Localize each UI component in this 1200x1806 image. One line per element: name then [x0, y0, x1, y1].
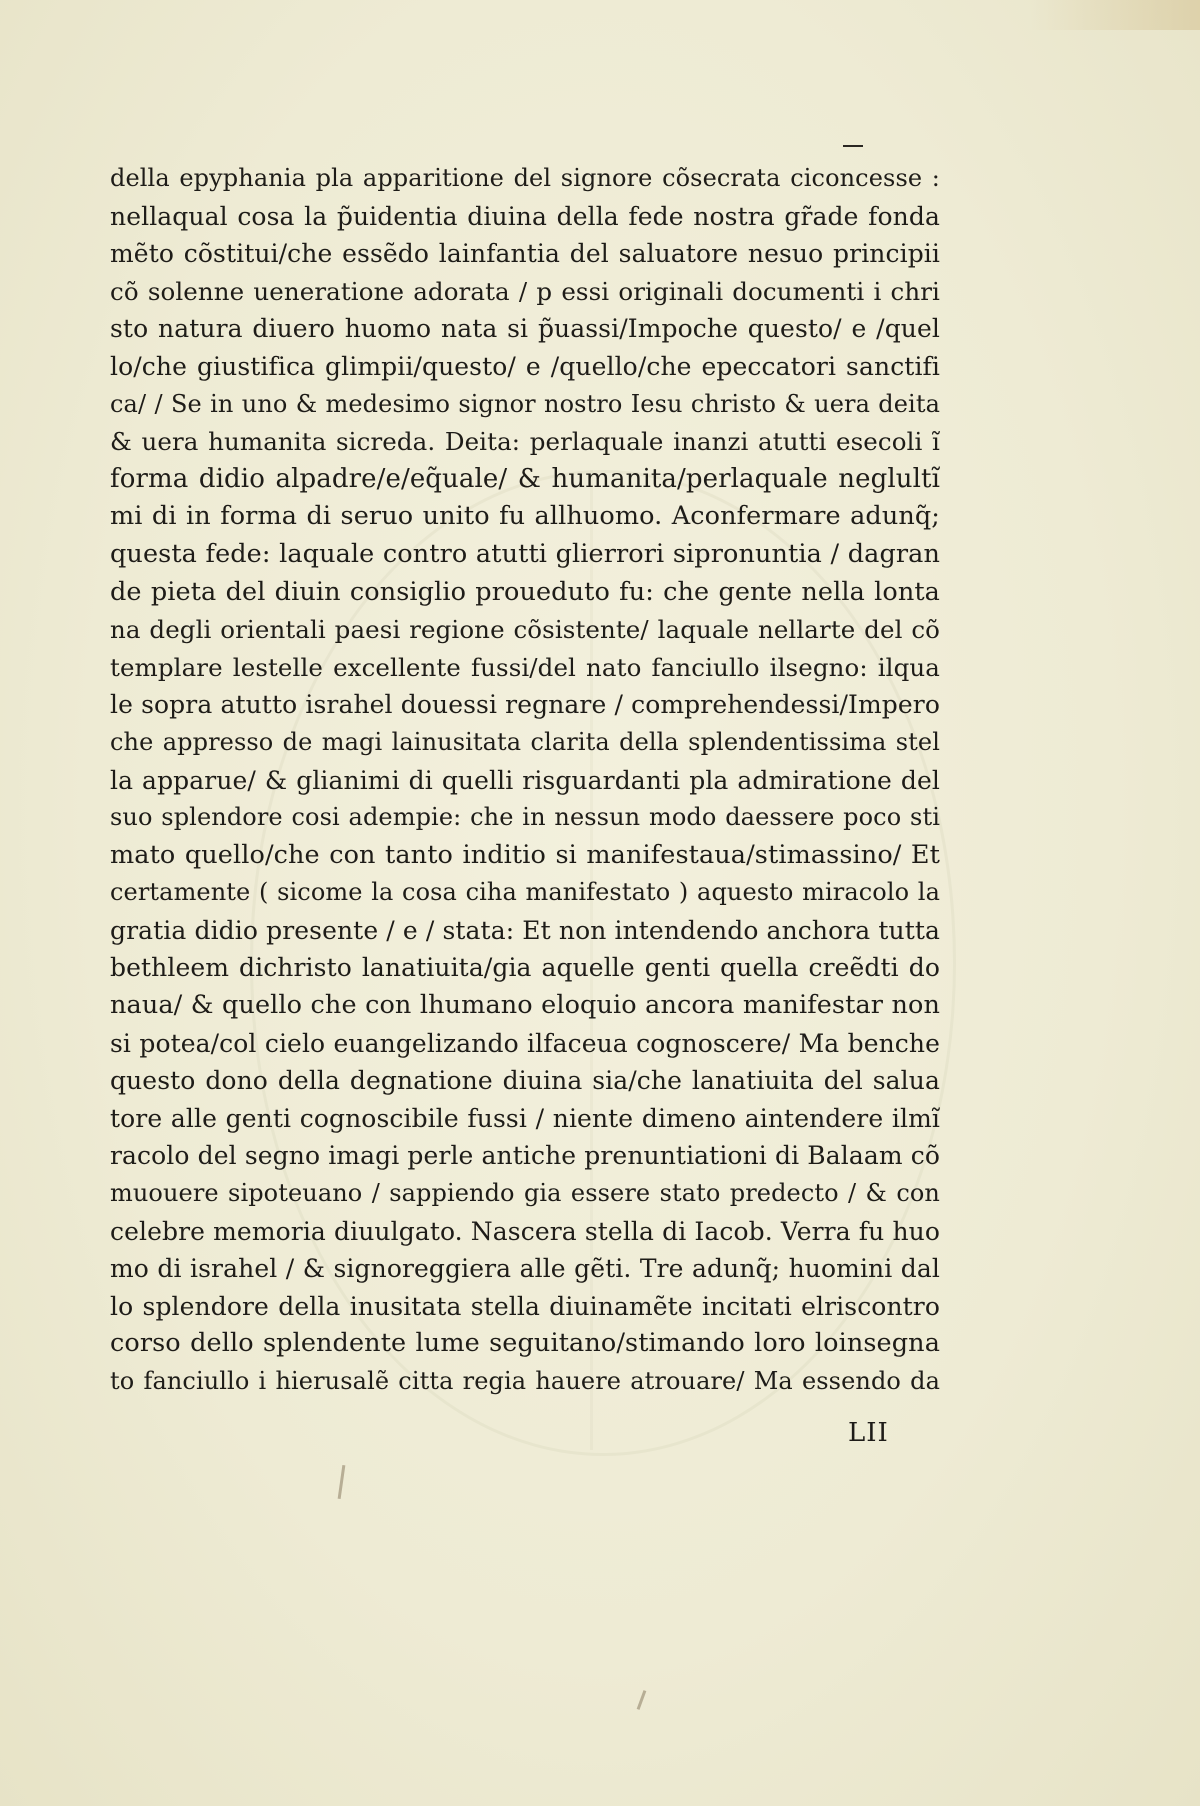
text-line: certamente ( sicome la cosa ciha manifestato ) aquesto miracolo la: [110, 878, 940, 907]
text-line: mo di israhel / & signoreggiera alle gẽti. Tre adunq̃; huomini dal: [110, 1254, 940, 1284]
text-line: della epyphania pla apparitione del signore cõsecrata ciconcesse :: [110, 164, 940, 192]
text-line: lo/che giustifica glimpii/questo/ e /quello/che epeccatori sanctifi: [110, 351, 940, 381]
text-line: bethleem dichristo lanatiuita/gia aquelle genti quella creẽdti do: [110, 953, 940, 983]
text-line: mato quello/che con tanto inditio si manifestaua/stimassino/ Et: [110, 839, 940, 870]
text-line: che appresso de magi lainusitata clarita della splendentissima stel: [110, 727, 940, 756]
text-line: to fanciullo i hierusalẽ citta regia hauere atrouare/ Ma essendo da: [110, 1367, 940, 1395]
text-line: sto natura diuero huomo nata si p̃uassi/Impoche questo/ e /quel: [110, 314, 940, 344]
ink-blot: [338, 1465, 346, 1499]
text-line: forma didio alpadre/e/eq̃uale/ & humanita/perlaquale neglultĩ: [110, 463, 940, 494]
ink-blot: [637, 1690, 647, 1710]
text-line: le sopra atutto israhel douessi regnare / comprehendessi/Impero: [110, 690, 940, 720]
text-line: lo splendore della inusitata stella diuinamẽte incitati elriscontro: [110, 1291, 940, 1321]
folio-number: LII: [848, 1418, 889, 1448]
text-line: ca/ / Se in uno & medesimo signor nostro Iesu christo & uera deita: [110, 389, 940, 418]
text-line: questo dono della degnatione diuina sia/che lanatiuita del salua: [110, 1066, 940, 1096]
paper-stain: [1030, 0, 1200, 30]
text-line: mi di in forma di seruo unito fu allhuomo. Aconfermare adunq̃;: [110, 501, 940, 532]
text-line: cõ solenne ueneratione adorata / p essi originali documenti i chri: [110, 276, 940, 306]
text-line: questa fede: laquale contro atutti glierrori sipronuntia / dagran: [110, 538, 940, 569]
text-line: si potea/col cielo euangelizando ilfaceua cognoscere/ Ma benche: [110, 1028, 940, 1058]
text-line: de pieta del diuin consiglio proueduto fu: che gente nella lonta: [110, 576, 940, 607]
text-line: racolo del segno imagi perle antiche prenuntiationi di Balaam cõ: [110, 1141, 940, 1171]
text-line: la apparue/ & glianimi di quelli risguardanti pla admiratione del: [110, 765, 940, 795]
text-line: mẽto cõstitui/che essẽdo lainfantia del saluatore nesuo principii: [110, 239, 940, 269]
text-line: gratia didio presente / e / stata: Et non intendendo anchora tutta: [110, 915, 940, 945]
text-line: nellaqual cosa la p̃uidentia diuina della fede nostra gr̃ade fonda: [110, 201, 940, 231]
text-line: naua/ & quello che con lhumano eloquio ancora manifestar non: [110, 990, 940, 1021]
text-block: [110, 160, 940, 1401]
ink-mark: [843, 145, 863, 147]
text-line: muouere sipoteuano / sappiendo gia essere stato predecto / & con: [110, 1179, 940, 1208]
text-line: & uera humanita sicreda. Deita: perlaquale inanzi atutti esecoli ĩ: [110, 427, 940, 457]
text-line: na degli orientali paesi regione cõsistente/ laquale nellarte del cõ: [110, 615, 940, 645]
text-line: corso dello splendente lume seguitano/stimando loro loinsegna: [110, 1328, 940, 1359]
text-line: suo splendore cosi adempie: che in nessun modo daessere poco sti: [110, 803, 940, 832]
text-line: templare lestelle excellente fussi/del nato fanciullo ilsegno: ilqua: [110, 652, 940, 682]
text-line: celebre memoria diuulgato. Nascera stella di Iacob. Verra fu huo: [110, 1216, 940, 1246]
text-line: tore alle genti cognoscibile fussi / niente dimeno aintendere ilmĩ: [110, 1103, 940, 1133]
